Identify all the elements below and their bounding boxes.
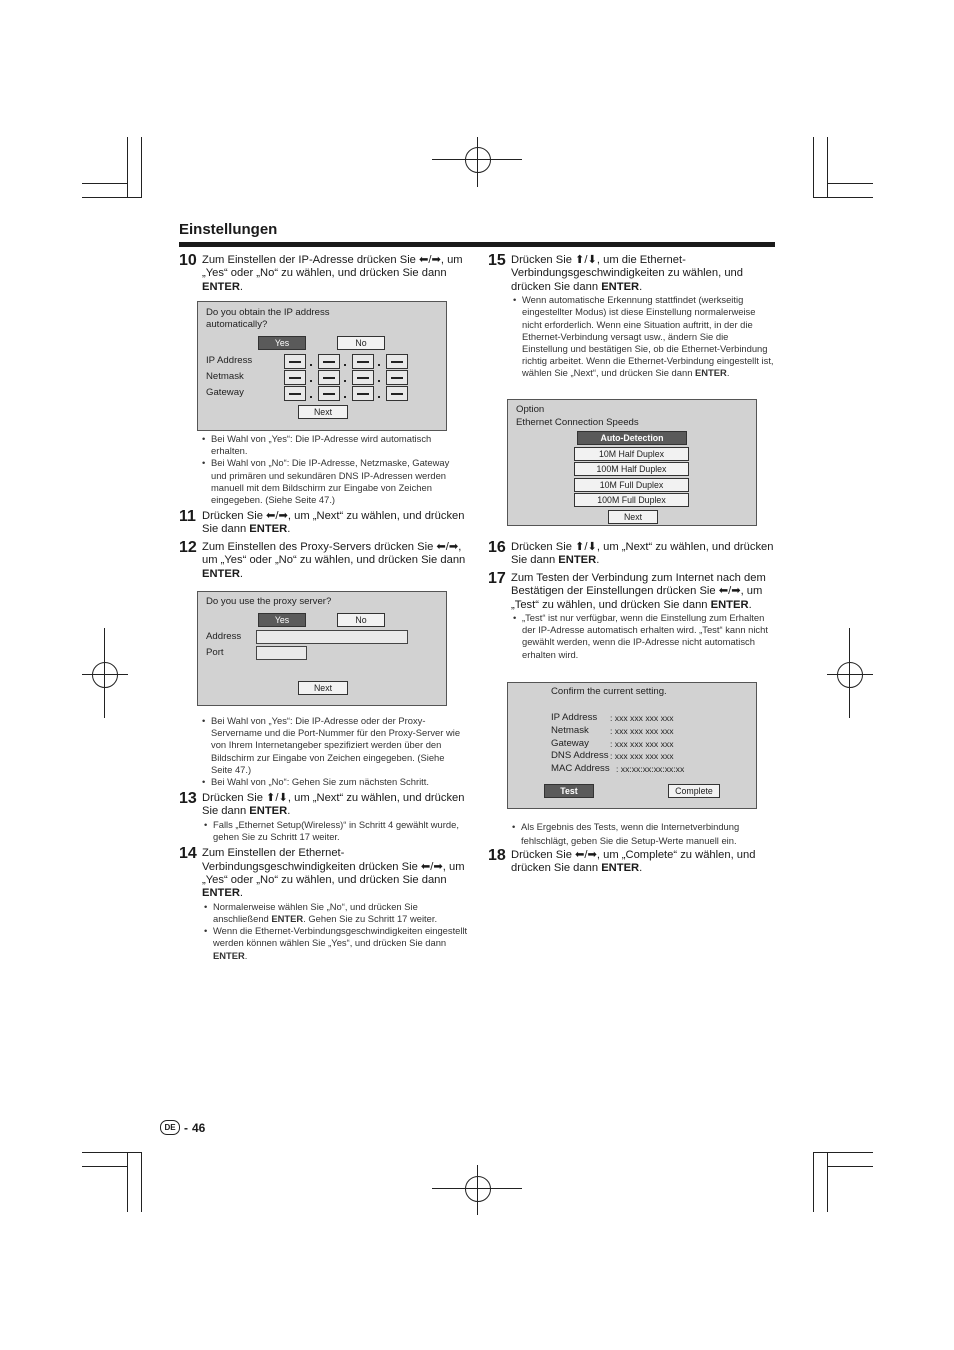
no-button[interactable]: No: [337, 336, 385, 350]
step-number: 13: [179, 790, 197, 807]
speed-option-10m-half[interactable]: 10M Half Duplex: [574, 447, 689, 461]
step-text: Drücken Sie ⬅/➡, um „Next“ zu wählen, und drücken Sie dann ENTER.: [202, 510, 465, 536]
page-number: 46: [192, 1120, 206, 1135]
yes-button[interactable]: Yes: [258, 613, 306, 627]
note-item: • Bei Wahl von „Yes“: Die IP-Adresse oder der Proxy-Servername und die Port-Nummer für den Proxy-Server wie von Ihrem Internetangeber spezifiziert werden über den Bildschirm zur Eingabe von Zeichen eingegeben. (Siehe Seite 47.): [200, 715, 466, 776]
step-12: [179, 538, 469, 581]
step-13-bullets: [202, 819, 469, 843]
mac-address-label: MAC Address: [551, 763, 610, 774]
note-item: • Bei Wahl von „Yes“: Die IP-Adresse wird automatisch erhalten.: [200, 433, 466, 457]
step-number: 16: [488, 539, 506, 556]
next-button[interactable]: Next: [298, 681, 348, 695]
address-input[interactable]: [256, 630, 408, 644]
step-17: [488, 569, 776, 661]
left-column: [179, 254, 469, 294]
ip-setup-screen: [197, 301, 447, 431]
speed-option-100m-half[interactable]: 100M Half Duplex: [574, 462, 689, 476]
proxy-question: Do you use the proxy server?: [206, 596, 332, 607]
no-button[interactable]: No: [337, 613, 385, 627]
test-button[interactable]: Test: [544, 784, 594, 798]
step-13: [179, 792, 469, 843]
dns-address-value: : xxx xxx xxx xxx: [610, 751, 674, 761]
ip-question: Do you obtain the IP address automatically?: [206, 307, 330, 330]
step-10-bullets: [200, 433, 466, 506]
ip-address-label: IP Address: [551, 712, 598, 723]
note-item: • Als Ergebnis des Tests, wenn die Internetverbindung fehlschlägt, geben Sie die Setup-Werte manuell ein.: [510, 820, 776, 848]
step-number: 18: [488, 847, 506, 864]
proxy-setup-screen: [197, 591, 447, 706]
speeds-label: Ethernet Connection Speeds: [516, 417, 639, 428]
gateway-label: Gateway: [551, 738, 589, 749]
netmask-value: : xxx xxx xxx xxx: [610, 726, 674, 736]
step-12-bullets: [200, 715, 466, 788]
step-number: 14: [179, 845, 197, 863]
step-text: Zum Einstellen der Ethernet-Verbindungsgeschwindigkeiten drücken Sie ⬅/➡, um „Yes“ oder „No“ zu wählen, und drücken Sie dann ENTER.: [202, 847, 465, 900]
step-number: 15: [488, 252, 506, 269]
netmask-label: Netmask: [206, 371, 244, 382]
speed-option-auto-detection[interactable]: Auto-Detection: [577, 431, 687, 445]
step-text: Drücken Sie ⬆/⬇, um „Next“ zu wählen, und drücken Sie dann ENTER.: [202, 792, 465, 818]
step-number: 17: [488, 569, 506, 587]
step-text: Drücken Sie ⬅/➡, um „Complete“ zu wählen, und drücken Sie dann ENTER.: [511, 849, 756, 875]
right-column-15: [488, 254, 776, 380]
page-separator: -: [184, 1120, 188, 1135]
ip-address-label: IP Address: [206, 355, 253, 366]
left-column-13-14: [179, 792, 469, 962]
gateway-label: Gateway: [206, 387, 244, 398]
step-text: Drücken Sie ⬆/⬇, um „Next“ zu wählen, und drücken Sie dann ENTER.: [511, 541, 774, 567]
complete-button[interactable]: Complete: [668, 784, 720, 798]
note-item: • Falls „Ethernet Setup(Wireless)“ in Schritt 4 gewählt wurde, gehen Sie zu Schritt 17 weiter.: [202, 819, 469, 843]
title-rule: [179, 242, 775, 247]
next-button[interactable]: Next: [608, 510, 658, 524]
port-input[interactable]: [256, 646, 307, 660]
step-17-bullets: [511, 612, 776, 661]
speed-option-10m-full[interactable]: 10M Full Duplex: [574, 478, 689, 492]
step-text: Zum Einstellen der IP-Adresse drücken Sie ⬅/➡, um „Yes“ oder „No“ zu wählen, und drücken Sie dann ENTER.: [202, 254, 463, 293]
section-title: Einstellungen: [179, 221, 278, 238]
note-item: • Bei Wahl von „No“: Gehen Sie zum nächsten Schritt.: [200, 776, 466, 788]
left-column-11-12: [179, 510, 469, 581]
confirm-title: Confirm the current setting.: [551, 686, 667, 697]
language-badge: DE: [160, 1120, 180, 1135]
step-17-result-bullets: [510, 820, 776, 848]
step-12-notes: [200, 715, 466, 788]
next-button[interactable]: Next: [298, 405, 348, 419]
step-text: Zum Testen der Verbindung zum Internet nach dem Bestätigen der Einstellungen drücken Sie ⬅/➡, um „Test“ zu wählen, und drücken Sie dann ENTER.: [511, 571, 766, 611]
step-number: 10: [179, 252, 197, 269]
step-16: [488, 541, 776, 568]
step-15: [488, 254, 776, 380]
speed-option-100m-full[interactable]: 100M Full Duplex: [574, 493, 689, 507]
ethernet-speed-screen: [507, 399, 757, 526]
step-15-bullets: [511, 294, 776, 379]
yes-button[interactable]: Yes: [258, 336, 306, 350]
port-label: Port: [206, 647, 224, 658]
ip-address-value: : xxx xxx xxx xxx: [610, 713, 674, 723]
right-column-18: [488, 849, 776, 876]
note-item: • Normalerweise wählen Sie „No“, und drücken Sie anschließend ENTER. Gehen Sie zu Schritt 17 weiter.: [202, 901, 469, 925]
right-column-16-17: [488, 541, 776, 661]
note-item: • „Test“ ist nur verfügbar, wenn die Einstellung zum Erhalten der IP-Adresse automatisch erhalten wird. „Test“ kann nicht gewählt werden, wenn die IP-Adresse nicht automatisch erhalten wird.: [511, 612, 776, 661]
note-item: • Bei Wahl von „No“: Die IP-Adresse, Netzmaske, Gateway und primären und sekundären DNS IP-Adressen werden manuell mit dem Bildschirm zur Eingabe von Zeichen eingegeben. (Siehe Seite 47.): [200, 457, 466, 506]
gateway-value: : xxx xxx xxx xxx: [610, 739, 674, 749]
step-18: [488, 849, 776, 876]
step-number: 12: [179, 538, 197, 556]
mac-address-value: : xx:xx:xx:xx:xx:xx: [616, 764, 685, 774]
step-10-notes: [200, 433, 466, 506]
step-10: [179, 254, 469, 294]
netmask-label: Netmask: [551, 725, 589, 736]
note-item: • Wenn automatische Erkennung stattfindet (werkseitig eingestellter Modus) ist diese Einstellung normalerweise nicht erforderlich. Wenn eine Situation auftritt, in der die Ethernet-Verbindung versagt usw., ändern Sie die Einstellung und bestätigen Sie, ob die Ethernet-Verbindung richtig arbeitet. Wenn die Ethernet-Verbindung eingestellt ist, wählen Sie „Next“, und drücken Sie dann ENTER.: [511, 294, 776, 379]
step-14-bullets: [202, 901, 469, 962]
note-item: • Wenn die Ethernet-Verbindungsgeschwindigkeiten eingestellt werden können wählen Sie „Yes“, und drücken Sie dann ENTER.: [202, 925, 469, 962]
step-14: [179, 847, 469, 962]
step-11: [179, 510, 469, 537]
step-text: Zum Einstellen des Proxy-Servers drücken Sie ⬅/➡, um „Yes“ oder „No“ zu wählen, und drücken Sie dann ENTER.: [202, 540, 466, 580]
step-number: 11: [179, 508, 196, 525]
page-footer: [160, 1120, 205, 1135]
option-label: Option: [516, 404, 545, 415]
address-label: Address: [206, 631, 242, 642]
step-17-result-notes: [510, 820, 776, 848]
step-text: Drücken Sie ⬆/⬇, um die Ethernet-Verbindungsgeschwindigkeiten zu wählen, und drücken Sie dann ENTER.: [511, 254, 743, 293]
confirm-settings-screen: [507, 682, 757, 809]
dns-address-label: DNS Address: [551, 750, 609, 761]
